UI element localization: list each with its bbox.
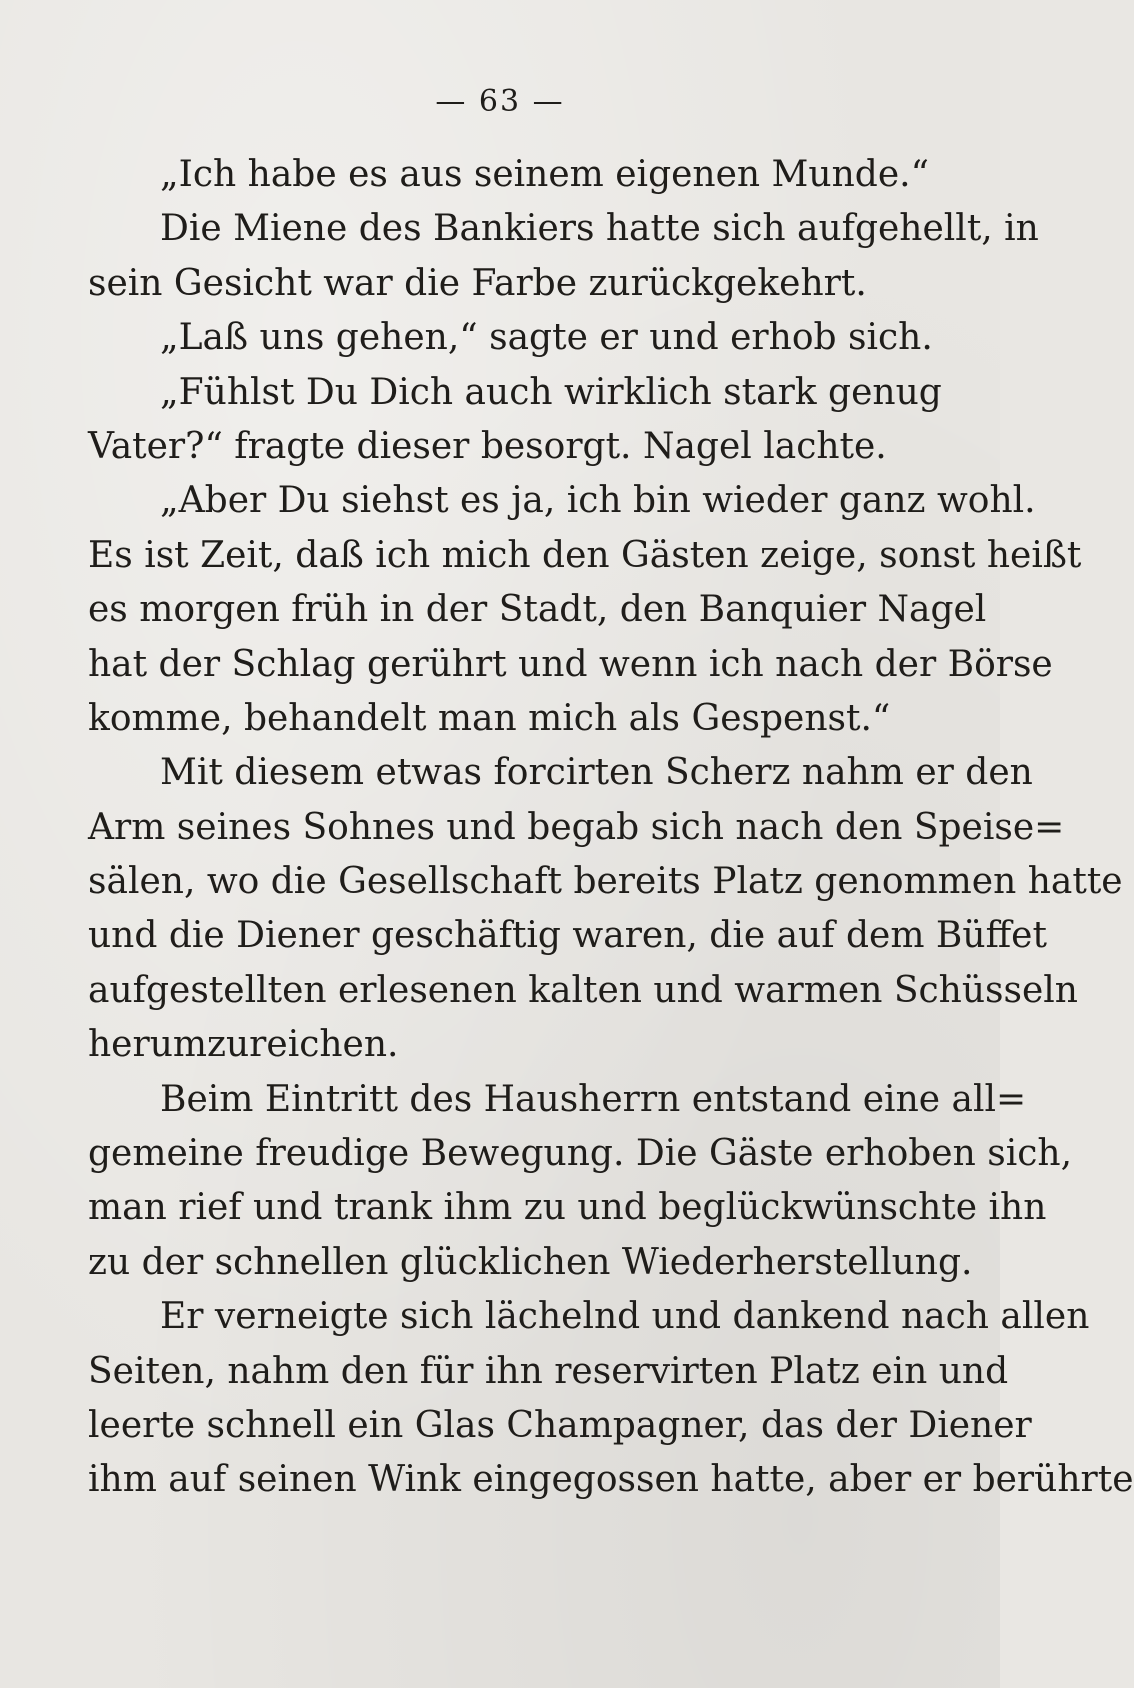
text-line: komme, behandelt man mich als Gespenst.“ — [88, 697, 891, 739]
text-line: zu der schnellen glücklichen Wiederherstellung. — [88, 1241, 973, 1283]
text-line: leerte schnell ein Glas Champagner, das der Diener — [88, 1404, 1032, 1446]
text-line: es morgen früh in der Stadt, den Banquier Nagel — [88, 589, 987, 631]
text-line: Mit diesem etwas forcirten Scherz nahm er den — [160, 752, 1033, 794]
text-line: „Laß uns gehen,“ sagte er und erhob sich. — [160, 317, 933, 359]
text-line: Die Miene des Bankiers hatte sich aufgehellt, in — [160, 208, 1039, 250]
text-line: aufgestellten erlesenen kalten und warmen Schüsseln — [88, 969, 1078, 1011]
text-line: Beim Eintritt des Hausherrn entstand eine all= — [160, 1078, 1027, 1120]
text-line: ihm auf seinen Wink eingegossen hatte, aber er berührte — [88, 1459, 1134, 1501]
text-line: gemeine freudige Bewegung. Die Gäste erhoben sich, — [88, 1133, 1073, 1175]
text-line: sälen, wo die Gesellschaft bereits Platz genommen hatte — [88, 861, 1123, 903]
text-line: „Aber Du siehst es ja, ich bin wieder ganz wohl. — [160, 480, 1036, 522]
text-line: hat der Schlag gerührt und wenn ich nach der Börse — [88, 643, 1053, 685]
text-line: Er verneigte sich lächelnd und dankend nach allen — [160, 1296, 1090, 1338]
text-line: „Fühlst Du Dich auch wirklich stark genug — [160, 371, 942, 413]
text-line: „Ich habe es aus seinem eigenen Munde.“ — [160, 154, 929, 195]
text-line: und die Diener geschäftig waren, die auf dem Büffet — [88, 915, 1047, 957]
text-line: Seiten, nahm den für ihn reservirten Platz ein und — [88, 1350, 1009, 1392]
page-number: — 63 — — [435, 84, 565, 119]
text-line: Arm seines Sohnes und begab sich nach den Speise= — [88, 806, 1065, 848]
text-line: Vater?“ fragte dieser besorgt. Nagel lachte. — [88, 425, 887, 467]
text-line: herumzureichen. — [88, 1024, 399, 1066]
text-line: Es ist Zeit, daß ich mich den Gästen zeige, sonst heißt — [88, 534, 1082, 576]
body-text — [88, 148, 1134, 1508]
text-line: sein Gesicht war die Farbe zurückgekehrt. — [88, 262, 867, 304]
text-line: man rief und trank ihm zu und beglückwünschte ihn — [88, 1187, 1047, 1229]
